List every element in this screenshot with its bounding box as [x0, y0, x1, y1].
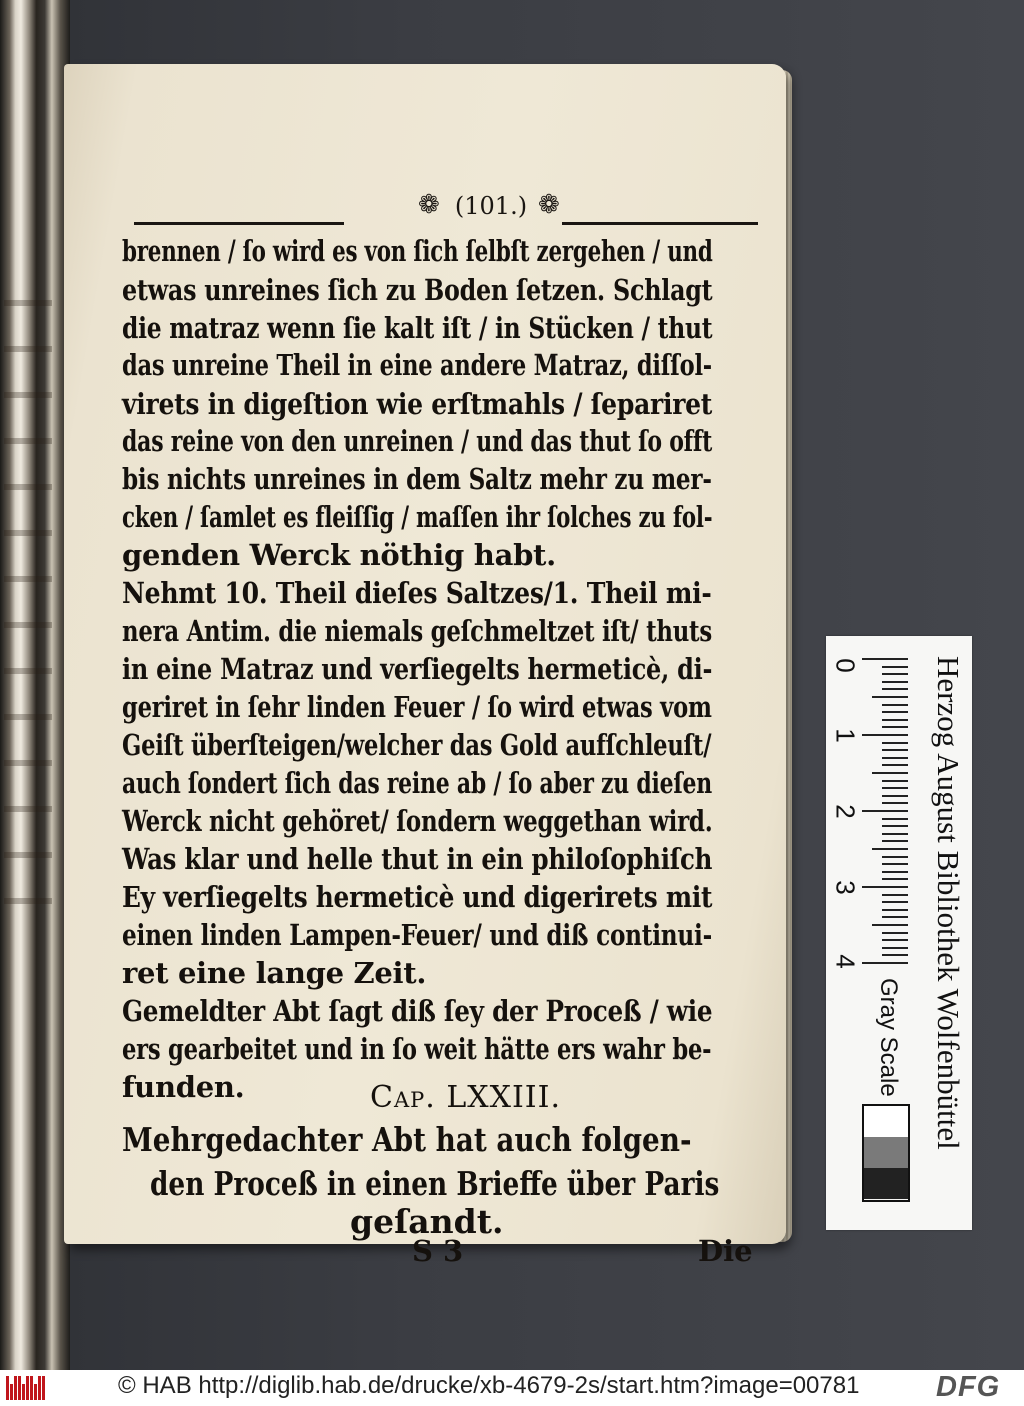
ruler-tick: [882, 704, 908, 706]
text-line: Geiſt überſteigen/welcher das Gold aufſchleuſt/: [122, 728, 712, 762]
ruler-tick: [862, 734, 908, 736]
ruler-tick: [882, 894, 908, 896]
page-number: (101.): [454, 192, 528, 220]
chapter-title: Cap. LXXIII.: [370, 1080, 562, 1115]
ruler-tick: [882, 780, 908, 782]
gray-patch: [864, 1106, 908, 1137]
hab-logo-bar: [30, 1376, 33, 1400]
book-page: [64, 64, 786, 1268]
ruler-tick: [882, 802, 908, 804]
ruler-number: 2: [830, 804, 861, 819]
hab-logo-bar: [18, 1376, 21, 1400]
text-line: bis nichts unreines in dem Saltz mehr zu mer-: [122, 462, 712, 496]
ruler-tick: [872, 772, 908, 774]
text-line: Werck nicht gehöret/ ſondern weggethan wird.: [122, 804, 713, 838]
text-line: in eine Matraz und verſiegelts hermeticè, di-: [122, 652, 713, 686]
ruler-tick: [882, 719, 908, 721]
ruler-tick: [882, 871, 908, 873]
chapter-heading-line: geſandt.: [350, 1202, 504, 1241]
text-line: genden Werck nöthig habt.: [122, 538, 556, 572]
hab-logo-bar: [42, 1376, 45, 1400]
text-line: nera Antim. die niemals geſchmeltzet iſt/ thuts: [122, 614, 712, 648]
ruler-tick: [882, 878, 908, 880]
text-line: die matraz wenn ſie kalt iſt / in Stücken / thut: [122, 311, 713, 345]
previous-page-edge: [4, 300, 52, 940]
ruler-tick: [882, 954, 908, 956]
ruler-tick: [882, 688, 908, 690]
text-line: cken / ſamlet es fleiſſig / maſſen ihr ſolches zu fol-: [122, 500, 713, 534]
ruler-tick: [862, 810, 908, 812]
ruler-tick: [882, 666, 908, 668]
text-line: Was klar und helle thut in ein philoſophiſch: [122, 842, 713, 876]
ruler-tick: [882, 856, 908, 858]
ruler-tick: [882, 863, 908, 865]
chapter-heading-line: Mehrgedachter Abt hat auch folgen-: [122, 1120, 692, 1159]
gray-scale-patches: [862, 1104, 910, 1202]
ruler-tick: [882, 757, 908, 759]
ornament-right-icon: ❁: [538, 190, 560, 220]
ruler-number: 4: [830, 954, 861, 969]
text-line: Gemeldter Abt ſagt diß ſey der Proceß / wie: [122, 994, 713, 1028]
chapter-heading-line: den Proceß in einen Brieffe über Paris: [150, 1164, 720, 1203]
copyright-link[interactable]: © HAB http://diglib.hab.de/drucke/xb-4679-2s/start.htm?image=00781: [118, 1372, 860, 1399]
ruler-tick: [882, 673, 908, 675]
ruler-tick: [882, 749, 908, 751]
dfg-logo: DFG: [936, 1371, 1001, 1403]
header-rule-right: [562, 222, 758, 225]
hab-logo-bar: [6, 1376, 9, 1400]
text-line: funden.: [122, 1070, 245, 1104]
text-line: auch ſondert ſich das reine ab / ſo aber zu dieſen: [122, 766, 712, 800]
hab-logo-bar: [14, 1376, 17, 1400]
ruler-tick: [872, 696, 908, 698]
ruler-tick: [882, 939, 908, 941]
ruler-tick: [882, 916, 908, 918]
hab-logo-bar: [38, 1376, 41, 1400]
text-line: Ey verſiegelts hermeticè und digerirets mit: [122, 880, 713, 914]
hab-logo-bar: [10, 1384, 13, 1400]
ruler: [832, 650, 908, 968]
ruler-tick: [862, 658, 908, 660]
ruler-tick: [862, 962, 908, 964]
text-line: einen linden Lampen-Feuer/ und diß continui-: [122, 918, 712, 952]
page-footer: [122, 1234, 762, 1274]
hab-logo-bar: [34, 1384, 37, 1400]
institution-label: [926, 656, 966, 1226]
ruler-number: 3: [830, 880, 861, 895]
ruler-tick: [882, 840, 908, 842]
ruler-tick: [882, 825, 908, 827]
ruler-tick: [882, 901, 908, 903]
ruler-tick: [872, 848, 908, 850]
text-line: Nehmt 10. Theil dieſes Saltzes/1. Theil mi-: [122, 576, 712, 610]
text-line: etwas unreines ſich zu Boden ſetzen. Schlagt: [122, 273, 713, 307]
ruler-tick: [882, 833, 908, 835]
ruler-tick: [882, 932, 908, 934]
text-line: das reine von den unreinen / und das thut ſo offt: [122, 424, 713, 458]
text-line: das unreine Theil in eine andere Matraz, diſſol-: [122, 348, 712, 382]
gray-patch: [864, 1168, 908, 1199]
hab-logo-bar: [22, 1384, 25, 1400]
header-rule-left: [134, 222, 344, 225]
ruler-tick: [882, 787, 908, 789]
text-line: ret eine lange Zeit.: [122, 956, 427, 990]
ruler-tick: [882, 764, 908, 766]
ruler-tick: [862, 886, 908, 888]
ruler-tick: [882, 681, 908, 683]
text-line: geriret in ſehr linden Feuer / ſo wird etwas vom: [122, 690, 712, 724]
text-line: ers gearbeitet und in ſo weit hätte ers wahr be-: [122, 1032, 712, 1066]
ruler-tick: [882, 947, 908, 949]
institution-name: Herzog August Bibliothek Wolfenbüttel: [931, 656, 966, 1150]
ruler-number: 0: [830, 658, 861, 673]
ruler-tick: [882, 726, 908, 728]
ruler-number: 1: [830, 728, 861, 743]
gray-scale-label: [868, 978, 908, 1098]
gray-patch: [864, 1137, 908, 1168]
viewer-footer: [0, 1370, 1024, 1406]
ornament-left-icon: ❁: [418, 190, 440, 220]
ruler-tick: [882, 795, 908, 797]
hab-logo-bar: [26, 1376, 29, 1400]
gray-scale-text: Gray Scale: [875, 978, 902, 1097]
text-line: virets in digeſtion wie erſtmahls / ſepariret: [122, 387, 713, 421]
ruler-tick: [882, 742, 908, 744]
text-line: brennen / ſo wird es von ſich ſelbſt zergehen / und: [122, 234, 713, 268]
ruler-tick: [872, 924, 908, 926]
hab-logo-icon: [6, 1376, 48, 1402]
ruler-tick: [882, 909, 908, 911]
signature-mark: S 3: [412, 1234, 464, 1268]
ruler-tick: [882, 711, 908, 713]
catchword: Die: [698, 1234, 753, 1268]
running-header: [134, 188, 764, 228]
ruler-tick: [882, 818, 908, 820]
